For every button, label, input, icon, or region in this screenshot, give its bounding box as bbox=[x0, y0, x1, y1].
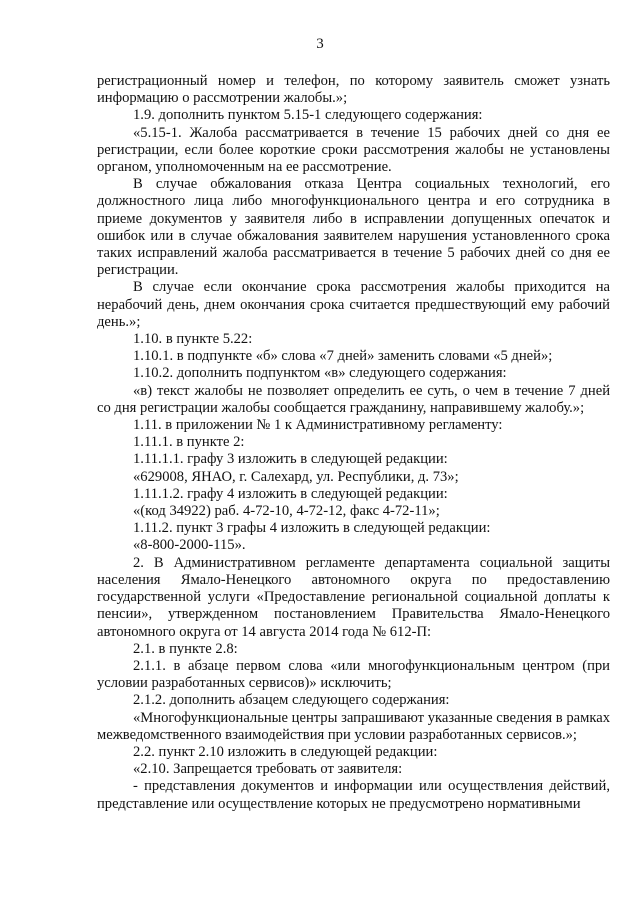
paragraph-item-1-11-2: 1.11.2. пункт 3 графы 4 изложить в следующей редакции: bbox=[133, 520, 491, 537]
paragraph-item-2-10: «2.10. Запрещается требовать от заявителя: bbox=[133, 761, 403, 778]
paragraph-item-2-1: 2.1. в пункте 2.8: bbox=[133, 640, 238, 657]
paragraph-requirements: - представления документов и информации или осуществления действий, представление или осуществление которых не предусмотрено нормативными bbox=[97, 778, 610, 812]
paragraph-address: «629008, ЯНАО, г. Салехард, ул. Республики, д. 73»; bbox=[133, 468, 459, 485]
paragraph-item-1-11-1-2: 1.11.1.2. графу 4 изложить в следующей редакции: bbox=[133, 485, 448, 502]
paragraph-phones: «(код 34922) раб. 4-72-10, 4-72-12, факс 4-72-11»; bbox=[133, 503, 440, 520]
document-body bbox=[97, 73, 610, 813]
paragraph-item-1-11-1: 1.11.1. в пункте 2: bbox=[133, 434, 245, 451]
paragraph-item-2-1-2: 2.1.2. дополнить абзацем следующего содержания: bbox=[133, 692, 450, 709]
paragraph-hotline: «8-800-2000-115». bbox=[133, 537, 246, 554]
paragraph-item-1-9: 1.9. дополнить пунктом 5.15-1 следующего содержания: bbox=[133, 107, 483, 124]
page-number: 3 bbox=[316, 36, 324, 52]
paragraph-item-2-1-1: 2.1.1. в абзаце первом слова «или многофункциональным центром (при условии разработанных сервисов)» исключить; bbox=[97, 657, 610, 692]
paragraph-subitem-v: «в) текст жалобы не позволяет определить ее суть, о чем в течение 7 дней со дня регистрации жалобы сообщается гражданину, направившему жалобу.»; bbox=[97, 382, 610, 416]
paragraph-item-1-10-2: 1.10.2. дополнить подпунктом «в» следующего содержания: bbox=[133, 365, 507, 382]
paragraph-quote-5-15-1: «5.15-1. Жалоба рассматривается в течение 15 рабочих дней со дня ее регистрации, если более короткие сроки рассмотрения жалобы не установлены органом, уполномоченным на ее рассмотрение. bbox=[97, 124, 610, 176]
paragraph-item-2: 2. В Административном регламенте департамента социальной защиты населения Ямало-Ненецкого автономного округа по предоставлению государственной услуги «Предоставление региональной социальной доплаты к пенсии», утвержденном постановлением Правительства Ямало-Ненецкого автономного округа от 14 августа 2014 года № 612-П: bbox=[97, 554, 610, 640]
paragraph-nonworking-day: В случае если окончание срока рассмотрения жалобы приходится на нерабочий день, днем окончания срока считается предшествующий ему рабочий день.»; bbox=[97, 279, 610, 330]
paragraph-continuation: регистрационный номер и телефон, по которому заявитель сможет узнать информацию о рассмотрении жалобы.»; bbox=[97, 73, 610, 107]
paragraph-item-1-11-1-1: 1.11.1.1. графу 3 изложить в следующей редакции: bbox=[133, 451, 448, 468]
paragraph-appeal-refusal: В случае обжалования отказа Центра социальных технологий, его должностного лица либо многофункционального центра и его сотрудника в приеме документов у заявителя либо в исправлении допущенных опечаток и ошибок или в случае обжалования заявителем нарушения установленного срока таких исправлений жалоба рассматривается в течение 5 рабочих дней со дня ее регистрации. bbox=[97, 176, 610, 279]
paragraph-item-1-10: 1.10. в пункте 5.22: bbox=[133, 331, 253, 348]
paragraph-item-2-2: 2.2. пункт 2.10 изложить в следующей редакции: bbox=[133, 743, 438, 760]
paragraph-mfc-quote: «Многофункциональные центры запрашивают указанные сведения в рамках межведомственного взаимодействия при условии разработанных сервисов.»; bbox=[97, 709, 610, 743]
paragraph-item-1-10-1: 1.10.1. в подпункте «б» слова «7 дней» заменить словами «5 дней»; bbox=[133, 348, 553, 365]
paragraph-item-1-11: 1.11. в приложении № 1 к Административному регламенту: bbox=[133, 417, 503, 434]
